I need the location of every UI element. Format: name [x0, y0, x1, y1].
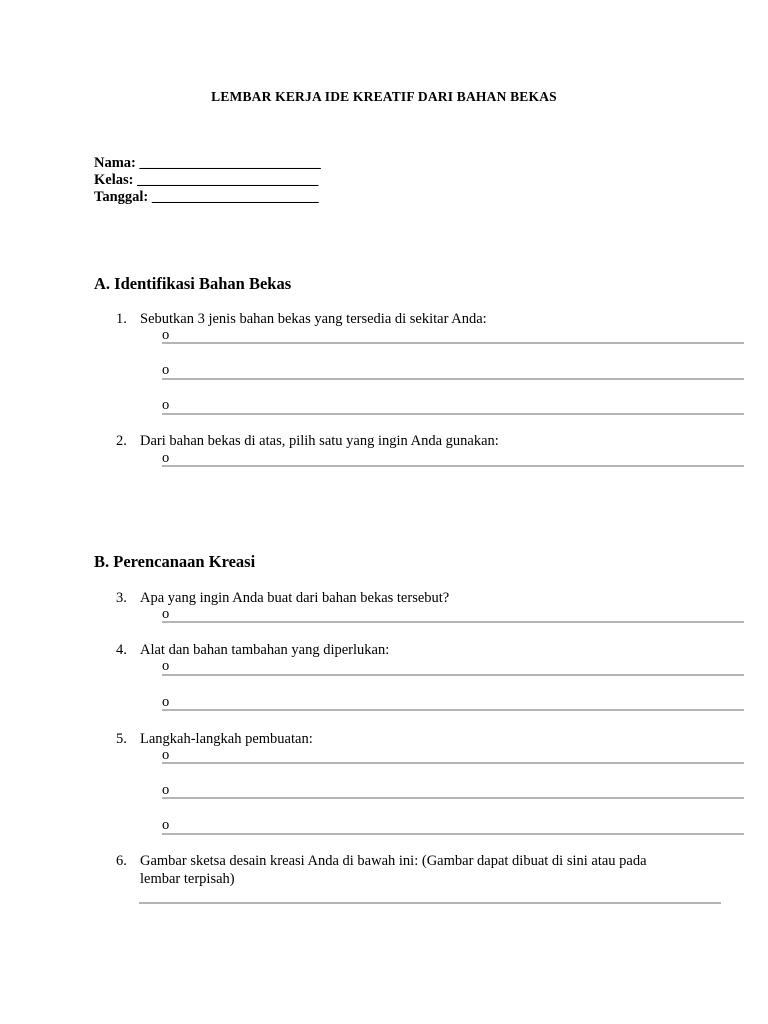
question-text: Dari bahan bekas di atas, pilih satu yang ingin Anda gunakan: [140, 433, 499, 449]
sketch-line[interactable] [139, 902, 721, 904]
answer-line[interactable] [162, 342, 744, 344]
name-field[interactable]: Nama: _________________________ [94, 155, 321, 171]
worksheet-page: LEMBAR KERJA IDE KREATIF DARI BAHAN BEKAS Nama: _________________________ Kelas: _________________________ Tanggal: _______________________ A. Identifikasi Bahan Bekas 1. Sebutkan 3 jenis bahan bekas yang tersedia di sekitar Anda: o o o 2. Dari bahan bekas di atas, pilih satu yang ingin Anda gunakan: o B. Perencanaan Kreasi 3. Apa yang ingin Anda buat dari bahan bekas tersebut? o 4. Alat dan bahan tambahan yang diperlukan: o o 5. Langkah-langkah pembuatan: o o o 6. Gambar sketsa desain kreasi Anda di bawah ini: (Gambar dapat dibuat di sini atau pada lembar terpisah) [0, 0, 768, 1024]
question-text: Alat dan bahan tambahan yang diperlukan: [140, 642, 390, 658]
question-number: 3. [116, 590, 127, 606]
question-number: 4. [116, 642, 127, 658]
question-number: 6. [116, 853, 127, 869]
answer-line[interactable] [162, 709, 744, 711]
date-field[interactable]: Tanggal: _______________________ [94, 189, 319, 205]
answer-line[interactable] [162, 674, 744, 676]
question-number: 5. [116, 731, 127, 747]
question-text: Langkah-langkah pembuatan: [140, 731, 313, 747]
worksheet-title: LEMBAR KERJA IDE KREATIF DARI BAHAN BEKAS [211, 89, 557, 104]
question-text: Gambar sketsa desain kreasi Anda di bawah ini: (Gambar dapat dibuat di sini atau pada lembar terpisah) [140, 853, 647, 887]
question-text: Sebutkan 3 jenis bahan bekas yang tersedia di sekitar Anda: [140, 311, 487, 327]
section-b-heading: B. Perencanaan Kreasi [94, 552, 256, 571]
section-a-heading: A. Identifikasi Bahan Bekas [94, 274, 292, 293]
answer-line[interactable] [162, 378, 744, 380]
answer-line[interactable] [162, 833, 744, 835]
answer-line[interactable] [162, 797, 744, 799]
question-number: 1. [116, 311, 127, 327]
class-field[interactable]: Kelas: _________________________ [94, 172, 319, 188]
question-text: Apa yang ingin Anda buat dari bahan bekas tersebut? [140, 590, 450, 606]
answer-line[interactable] [162, 762, 744, 764]
answer-line[interactable] [162, 621, 744, 623]
answer-line[interactable] [162, 413, 744, 415]
answer-line[interactable] [162, 465, 744, 467]
question-number: 2. [116, 433, 127, 449]
